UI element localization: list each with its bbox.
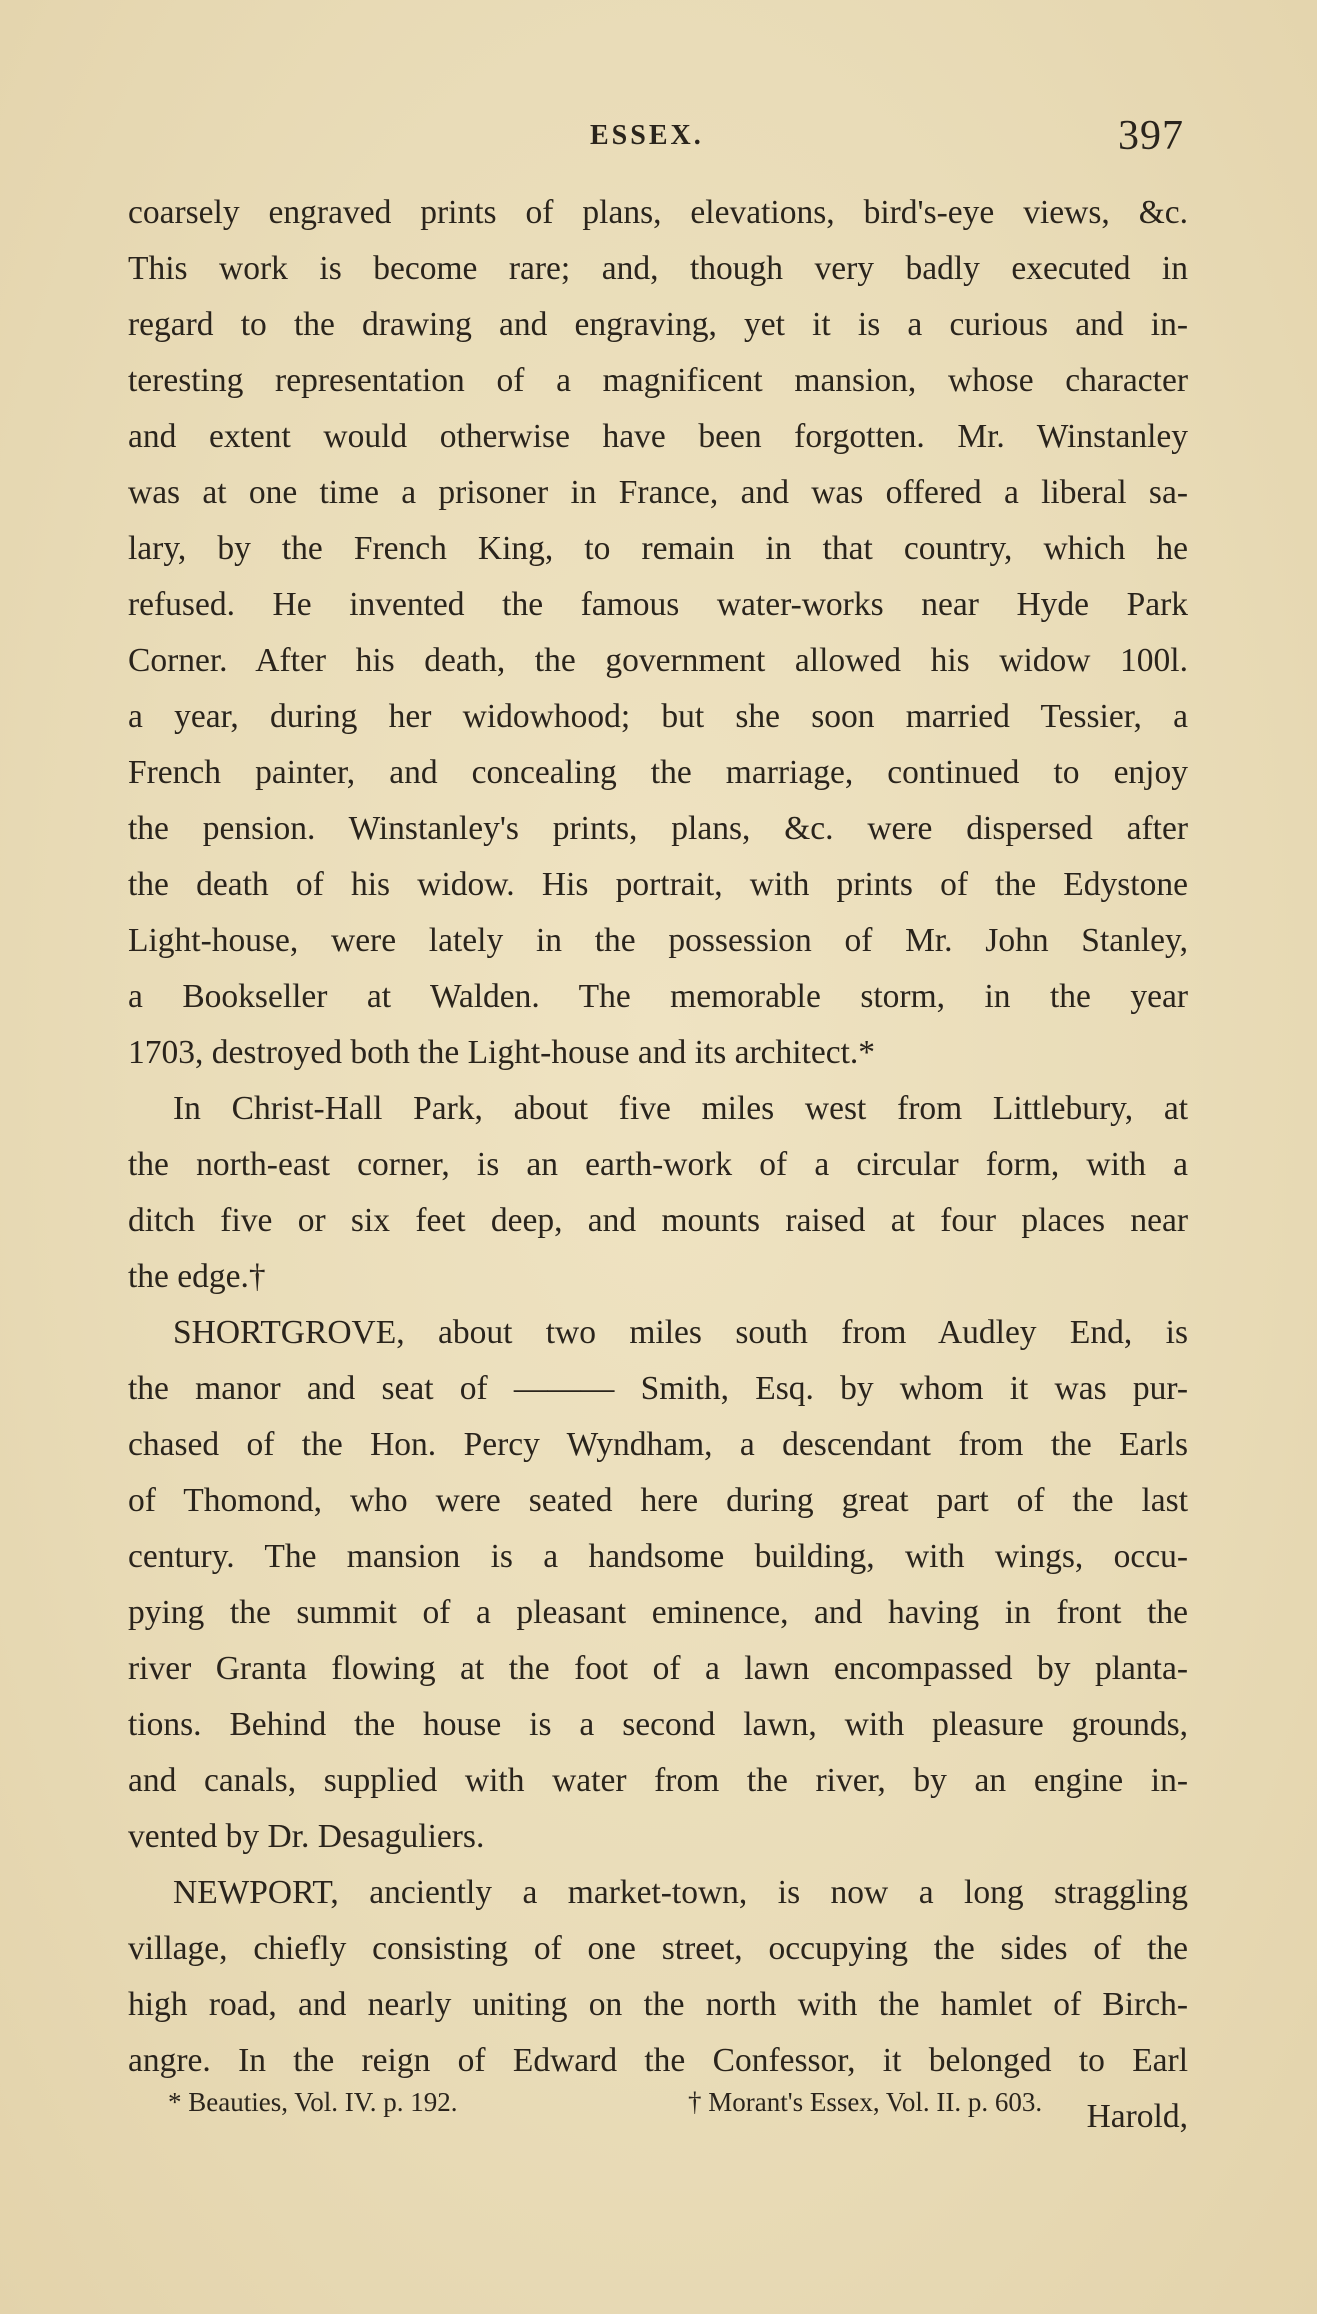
text-line: and extent would otherwise have been forgotten. Mr. Winstanley [128,418,1188,455]
text-line: village, chiefly consisting of one street, occupying the sides of the [128,1930,1188,1967]
text-line: ditch five or six feet deep, and mounts raised at four places near [128,1202,1188,1239]
text-line: a year, during her widowhood; but she soon married Tessier, a [128,698,1188,735]
text-line: the death of his widow. His portrait, with prints of the Edystone [128,866,1188,903]
text-line: This work is become rare; and, though very badly executed in [128,250,1188,287]
text-line: NEWPORT, anciently a market-town, is now a long straggling [173,1874,1188,1911]
text-line: lary, by the French King, to remain in that country, which he [128,530,1188,567]
text-line: the edge.† [128,1258,266,1295]
footnotes [168,2080,1188,2124]
text-line: century. The mansion is a handsome building, with wings, occu- [128,1538,1188,1575]
text-line: refused. He invented the famous water-works near Hyde Park [128,586,1188,623]
text-line: Harold, [1086,2098,1188,2135]
running-head [0,112,1317,162]
text-line: was at one time a prisoner in France, and was offered a liberal sa- [128,474,1188,511]
footnote-beauties: * Beauties, Vol. IV. p. 192. [168,2087,458,2117]
text-line: and canals, supplied with water from the river, by an engine in- [128,1762,1188,1799]
text-line: the manor and seat of ——— Smith, Esq. by whom it was pur- [128,1370,1188,1407]
text-line: French painter, and concealing the marriage, continued to enjoy [128,754,1188,791]
text-line: angre. In the reign of Edward the Confessor, it belonged to Earl [128,2042,1188,2079]
text-line: SHORTGROVE, about two miles south from Audley End, is [173,1314,1188,1351]
running-title: ESSEX. [590,120,704,151]
text-line: regard to the drawing and engraving, yet it is a curious and in- [128,306,1188,343]
footnote-morant: † Morant's Essex, Vol. II. p. 603. [688,2087,1043,2117]
text-line: Light-house, were lately in the possession of Mr. John Stanley, [128,922,1188,959]
text-line: 1703, destroyed both the Light-house and its architect.* [128,1034,876,1071]
text-line: coarsely engraved prints of plans, elevations, bird's-eye views, &c. [128,194,1188,231]
text-line: In Christ-Hall Park, about five miles west from Littlebury, at [173,1090,1188,1127]
text-line: Corner. After his death, the government allowed his widow 100l. [128,642,1188,679]
text-line: of Thomond, who were seated here during great part of the last [128,1482,1188,1519]
text-line: the pension. Winstanley's prints, plans, &c. were dispersed after [128,810,1188,847]
body-text [128,185,1188,2145]
text-line: chased of the Hon. Percy Wyndham, a descendant from the Earls [128,1426,1188,1463]
text-line: teresting representation of a magnificent mansion, whose character [128,362,1188,399]
text-line: river Granta flowing at the foot of a lawn encompassed by planta- [128,1650,1188,1687]
text-line: pying the summit of a pleasant eminence, and having in front the [128,1594,1188,1631]
text-line: the north-east corner, is an earth-work of a circular form, with a [128,1146,1188,1183]
text-line: vented by Dr. Desaguliers. [128,1818,485,1855]
text-line: a Bookseller at Walden. The memorable storm, in the year [128,978,1188,1015]
text-line: high road, and nearly uniting on the north with the hamlet of Birch- [128,1986,1188,2023]
text-line: tions. Behind the house is a second lawn, with pleasure grounds, [128,1706,1188,1743]
page-number: 397 [1118,113,1184,159]
